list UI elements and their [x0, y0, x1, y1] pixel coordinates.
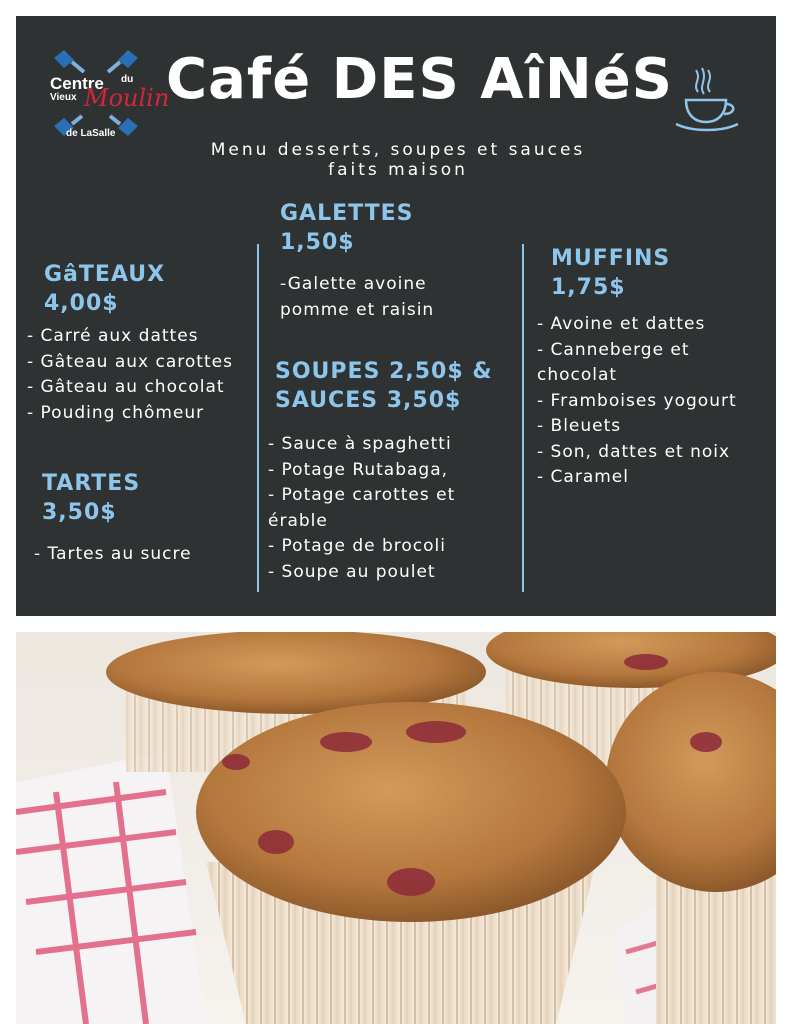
galettes-heading [280, 199, 414, 257]
list-item: - Gâteau aux carottes [27, 351, 233, 372]
soupes-sauces-heading [275, 357, 493, 415]
list-item: érable [268, 510, 328, 531]
muffins-photo [16, 632, 776, 1024]
gateaux-list [27, 324, 233, 426]
list-item: - Son, dattes et noix [537, 441, 731, 462]
list-item: - Avoine et dattes [537, 314, 706, 334]
list-item: - Bleuets [537, 416, 622, 436]
list-item: - Carré aux dattes [27, 326, 199, 346]
tartes-heading [42, 469, 140, 527]
muffins-list [537, 312, 737, 491]
list-item: - Soupe au poulet [268, 561, 436, 582]
column-divider-right [522, 244, 524, 592]
gateaux-heading [44, 260, 165, 318]
list-item: - Pouding chômeur [27, 402, 205, 423]
logo-lasalle-text: de LaSalle [66, 128, 116, 139]
coffee-cup-icon [672, 64, 740, 134]
list-item: - Canneberge et [537, 339, 690, 360]
list-item: - Tartes au sucre [34, 544, 192, 564]
galettes-price: 1,50$ [280, 230, 355, 255]
logo-vieux-text: Vieux [50, 92, 77, 103]
list-item: - Framboises yogourt [537, 390, 737, 411]
list-item: - Potage de brocoli [268, 536, 446, 556]
list-item: - Potage Rutabaga, [268, 459, 449, 480]
subtitle-line-2: faits maison [328, 160, 468, 180]
tartes-list [34, 542, 192, 568]
galettes-list [280, 272, 434, 323]
logo-du-text: du [121, 74, 134, 85]
list-item: - Caramel [537, 467, 629, 487]
soupes-heading-line-1: SOUPES 2,50$ & [275, 359, 493, 384]
centre-vieux-moulin-logo [44, 46, 170, 142]
column-divider-left [257, 244, 259, 592]
menu-subtitle [130, 140, 666, 180]
list-item: chocolat [537, 365, 618, 385]
list-item: - Potage carottes et [268, 485, 456, 505]
gateaux-price: 4,00$ [44, 291, 119, 316]
muffins-photo-illustration [16, 632, 776, 1024]
muffins-heading [551, 244, 670, 302]
logo-centre-text: Centre [50, 74, 104, 93]
muffins-name: MUFFINS [551, 246, 671, 271]
tartes-price: 3,50$ [42, 500, 117, 525]
list-item: - Gâteau au chocolat [27, 377, 225, 397]
page-title: Café DES AîNéS [166, 47, 674, 112]
tartes-name: TARTES [42, 471, 141, 496]
soupes-heading-line-2: SAUCES 3,50$ [275, 388, 462, 413]
list-item: - Sauce à spaghetti [268, 434, 452, 454]
gateaux-name: GâTEAUX [44, 262, 166, 287]
list-item: pomme et raisin [280, 299, 435, 320]
subtitle-line-1: Menu desserts, soupes et sauces [210, 140, 586, 160]
galettes-name: GALETTES [280, 201, 414, 226]
soupes-sauces-list [268, 432, 455, 585]
muffins-price: 1,75$ [551, 275, 626, 300]
list-item: -Galette avoine [280, 274, 427, 294]
logo-moulin-text: Moulin [84, 84, 170, 112]
